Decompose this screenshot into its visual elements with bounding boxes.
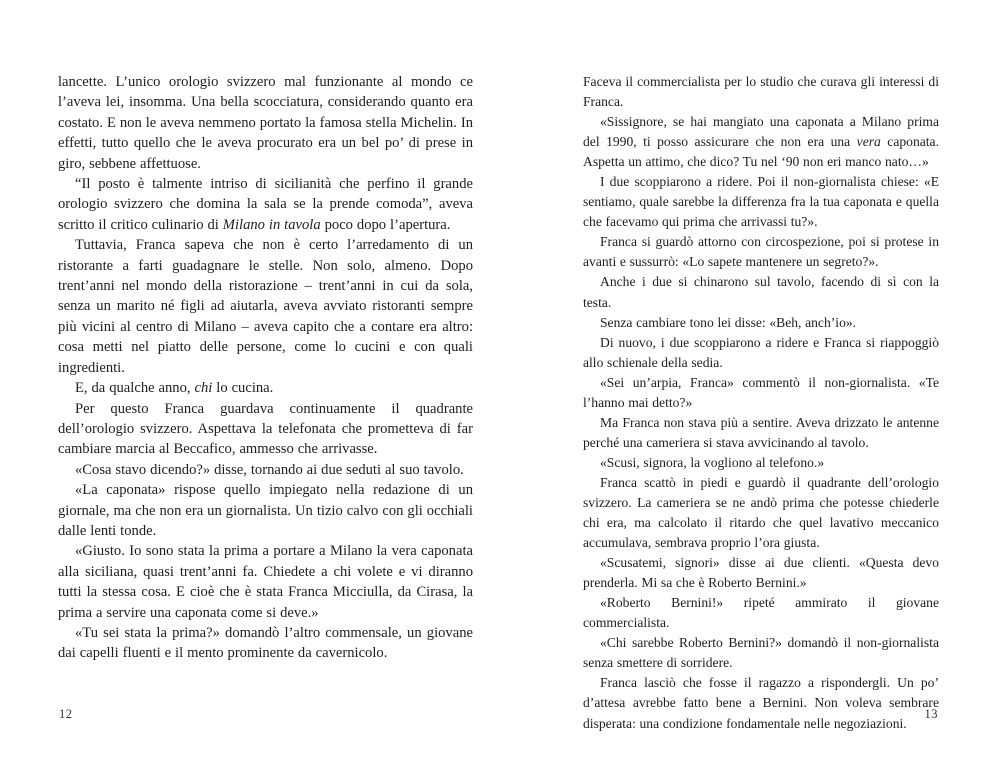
paragraph (583, 272, 939, 312)
page-number-right: 13 (924, 707, 938, 721)
page-left-text (58, 72, 473, 664)
paragraph (583, 413, 939, 453)
italic-text-run: chi (194, 380, 213, 397)
paragraph (58, 235, 473, 378)
text-run: lo cucina. (212, 380, 274, 397)
text-run: Faceva il commercialista per lo studio che curava gli interessi di Franca. (583, 74, 939, 110)
text-run: «Sissignore, se hai mangiato una caponata a Milano prima del 1990, ti posso assicurare che non era una (583, 114, 939, 150)
text-run: Franca si guardò attorno con circospezione, poi si protese in avanti e sussurrò: «Lo sapete mantenere un segreto?». (583, 234, 939, 270)
text-run: «Chi sarebbe Roberto Bernini?» domandò il non-giornalista senza smettere di sorridere. (583, 635, 939, 671)
text-run: poco dopo l’apertura. (320, 216, 451, 233)
paragraph (58, 174, 473, 235)
paragraph (58, 460, 473, 480)
text-run: «Giusto. Io sono stata la prima a portare a Milano la vera caponata alla siciliana, quasi trent’anni fa. Chiedete a chi volete e vi diranno tutti la stessa cosa. E cioè che è stata Franca Micciulla, da Cirasa, la prima a servire una caponata come si deve.» (58, 543, 473, 621)
paragraph (583, 553, 939, 593)
paragraph (583, 333, 939, 373)
text-run: E, da qualche anno, (75, 380, 195, 397)
text-run: «Cosa stavo dicendo?» disse, tornando ai due seduti al suo tavolo. (75, 461, 464, 478)
paragraph (583, 313, 939, 333)
paragraph (583, 673, 939, 733)
paragraph (583, 453, 939, 473)
paragraph (583, 112, 939, 172)
text-run: I due scoppiarono a ridere. Poi il non-giornalista chiese: «E sentiamo, quale sarebbe la differenza fra la tua caponata e quella che facevamo qui prima che arrivassi tu?». (583, 174, 939, 230)
text-run: Senza cambiare tono lei disse: «Beh, anch’io». (600, 314, 857, 330)
page-right (583, 0, 939, 769)
paragraph (583, 232, 939, 272)
paragraph (58, 399, 473, 460)
paragraph (58, 541, 473, 623)
text-run: «La caponata» rispose quello impiegato nella redazione di un giornale, ma che non era un giornalista. Un tizio calvo con gli occhiali dalle lenti tonde. (58, 482, 473, 539)
paragraph (583, 373, 939, 413)
paragraph (583, 473, 939, 553)
text-run: lancette. L’unico orologio svizzero mal funzionante al mondo ce l’aveva lei, insomma. Una bella scocciatura, considerando quanto era costato. E non le aveva nemmeno portato la famosa stella Michelin. In effetti, tutto quello che le aveva procurato era un bel po’ di prese in giro, sebbene affettuose. (58, 74, 473, 172)
text-run: Anche i due si chinarono sul tavolo, facendo di sì con la testa. (583, 274, 939, 310)
text-run: Franca lasciò che fosse il ragazzo a rispondergli. Un po’ d’attesa avrebbe fatto bene a Bernini. Non voleva sembrare disperata: una condizione fondamentale nelle negoziazioni. (583, 675, 939, 731)
italic-text-run: Milano in tavola (222, 216, 321, 233)
text-run: Per questo Franca guardava continuamente il quadrante dell’orologio svizzero. Aspettava la telefonata che prometteva di far cambiare marcia al Beccafico, ammesso che arrivasse. (58, 400, 473, 458)
text-run: “Il posto è talmente intriso di sicilianità che perfino il grande orologio svizzero che domina la sala se la prende comoda”, aveva scritto il critico culinario di (58, 176, 473, 233)
page-right-text (583, 72, 939, 734)
paragraph (58, 378, 473, 398)
text-run: «Tu sei stata la prima?» domandò l’altro commensale, un giovane dai capelli fluenti e il mento prominente da cavernicolo. (58, 624, 473, 662)
paragraph (58, 480, 473, 541)
text-run: Di nuovo, i due scoppiarono a ridere e Franca si riappoggiò allo schienale della sedia. (583, 334, 939, 370)
paragraph (583, 72, 939, 112)
text-run: caponata. Aspetta un attimo, che dico? Tu nel ‘90 non eri manco nato…» (583, 134, 939, 170)
text-run: «Scusi, signora, la vogliono al telefono.» (600, 454, 825, 470)
text-run: Franca scattò in piedi e guardò il quadrante dell’orologio svizzero. La cameriera se ne andò prima che potesse chiederle chi era, ma calcolato il ritardo che quel lavativo meccanico accumulava, sembrava proprio l’ora giusta. (583, 474, 939, 551)
text-run: Tuttavia, Franca sapeva che non è certo l’arredamento di un ristorante a farti guadagnare le stelle. Non solo, almeno. Dopo trent’anni nel mondo della ristorazione – trent’anni in cui da sola, senza un marito né figli ad aiutarla, aveva avviato ristoranti sempre più vicini al centro di Milano – aveva capito che a contare era altro: cosa metti nel piatto delle persone, come lo cucini e con quali ingredienti. (58, 237, 473, 376)
text-run: «Sei un’arpia, Franca» commentò il non-giornalista. «Te l’hanno mai detto?» (583, 374, 939, 410)
page-number-left: 12 (59, 707, 73, 721)
page-left (58, 0, 473, 769)
italic-text-run: vera (856, 134, 881, 150)
text-run: Ma Franca non stava più a sentire. Aveva drizzato le antenne perché una cameriera si stava avvicinando al tavolo. (583, 414, 939, 450)
text-run: «Scusatemi, signori» disse ai due clienti. «Questa devo prenderla. Mi sa che è Roberto Bernini.» (583, 555, 939, 591)
paragraph (583, 633, 939, 673)
paragraph (583, 593, 939, 633)
paragraph (58, 72, 473, 174)
paragraph (58, 623, 473, 664)
text-run: «Roberto Bernini!» ripeté ammirato il giovane commercialista. (583, 595, 939, 631)
paragraph (583, 172, 939, 232)
